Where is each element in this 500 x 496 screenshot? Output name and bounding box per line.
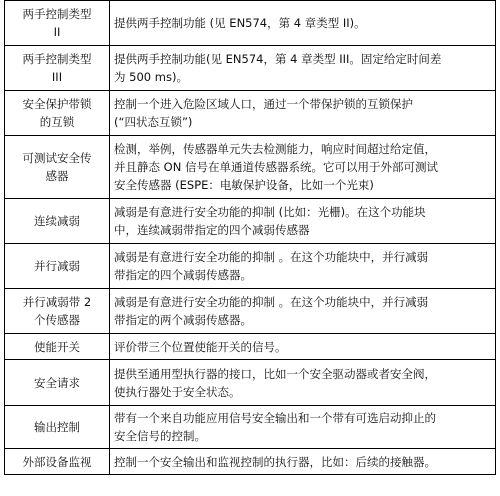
term-text-line: 外部设备监视 <box>22 454 92 469</box>
table-row <box>5 360 496 406</box>
term-cell <box>5 1 110 46</box>
function-block-table <box>4 0 496 475</box>
description-cell <box>110 360 496 406</box>
term-text-line: II <box>53 25 61 39</box>
description-text-line: 为 500 ms)。 <box>114 70 188 84</box>
description-text-line: 评价带三个位置使能开关的信号。 <box>114 339 287 354</box>
description-cell <box>110 1 496 46</box>
term-text-line: 安全保护带锁 <box>22 97 92 111</box>
table-row <box>5 334 496 360</box>
term-cell <box>5 360 110 406</box>
term-text-line: III <box>51 70 63 84</box>
description-text-line: 安全信号的控制。 <box>114 429 206 443</box>
term-text-line: 的互锁 <box>39 115 75 129</box>
description-cell <box>110 244 496 289</box>
description-text-line: 中，连续减弱带指定的四个减弱传感器 <box>114 223 310 237</box>
description-text-line: 带指定的两个减弱传感器。 <box>114 313 252 327</box>
description-text-line: 并且静态 ON 信号在单通道传感器系统。它可以用于外部可测试 <box>114 160 438 174</box>
term-text-line: 并行减弱 <box>34 259 80 273</box>
term-cell <box>5 406 110 449</box>
description-text-line: 带指定的四个减弱传感器。 <box>114 268 252 282</box>
description-cell <box>110 289 496 334</box>
description-text-line: 减弱是有意进行安全功能的抑制 (比如：光栅)。在这个功能块 <box>114 205 426 219</box>
term-text-line: 输出控制 <box>34 420 80 434</box>
table-row <box>5 46 496 91</box>
table-row <box>5 449 496 475</box>
description-cell <box>110 449 496 475</box>
term-text-line: 可测试安全传 <box>22 151 92 165</box>
table-row <box>5 1 496 46</box>
table-row <box>5 406 496 449</box>
description-cell <box>110 46 496 91</box>
table-row <box>5 199 496 244</box>
description-text-line: 减弱是有意进行安全功能的抑制 。在这个功能块中，并行减弱 <box>114 250 429 264</box>
term-cell <box>5 136 110 199</box>
description-text-line: 提供两手控制功能(见 EN574，第 4 章类型 III。固定给定时间差 <box>114 52 442 66</box>
term-cell <box>5 199 110 244</box>
description-text-line: 控制一个安全输出和监视控制的执行器，比如：后续的接触器。 <box>114 454 436 469</box>
term-text-line: 连续减弱 <box>34 214 80 228</box>
description-cell <box>110 334 496 360</box>
description-text-line: 减弱是有意进行安全功能的抑制 。在这个功能块中，并行减弱 <box>114 295 429 309</box>
description-text-line: 检测，举例，传感器单元失去检测能力，响应时间超过给定值， <box>114 142 436 156</box>
term-cell <box>5 334 110 360</box>
description-text-line: 提供两手控制功能 (见 EN574，第 4 章类型 II)。 <box>114 16 366 30</box>
table-row <box>5 244 496 289</box>
term-text-line: 使能开关 <box>34 339 80 354</box>
term-text-line: 个传感器 <box>34 313 80 327</box>
term-cell <box>5 289 110 334</box>
description-cell <box>110 199 496 244</box>
description-text-line: 控制一个进入危险区域人口，通过一个带保护锁的互锁保护 <box>114 97 413 111</box>
term-cell <box>5 244 110 289</box>
table-row <box>5 91 496 136</box>
term-cell <box>5 449 110 475</box>
term-cell <box>5 91 110 136</box>
table-row <box>5 136 496 199</box>
description-text-line: (“四状态互锁”) <box>114 115 193 129</box>
table-body <box>5 1 496 475</box>
term-text-line: 并行减弱带 2 <box>22 295 92 309</box>
term-text-line: 安全请求 <box>34 375 80 390</box>
description-cell <box>110 136 496 199</box>
term-text-line: 感器 <box>45 169 69 183</box>
description-text-line: 使执行器处于安全状态。 <box>114 384 241 399</box>
description-text-line: 带有一个来自功能应用信号安全输出和一个带有可选启动抑止的 <box>114 411 436 425</box>
function-block-table-container <box>4 0 496 496</box>
description-cell <box>110 91 496 136</box>
table-row <box>5 289 496 334</box>
term-cell <box>5 46 110 91</box>
description-cell <box>110 406 496 449</box>
description-text-line: 安全传感器 (ESPE：电敏保护设备，比如一个光束) <box>114 178 374 192</box>
description-text-line: 提供至通用型执行器的接口，比如一个安全驱动器或者安全阀， <box>114 366 436 381</box>
term-text-line: 两手控制类型 <box>22 7 92 21</box>
term-text-line: 两手控制类型 <box>22 52 92 66</box>
